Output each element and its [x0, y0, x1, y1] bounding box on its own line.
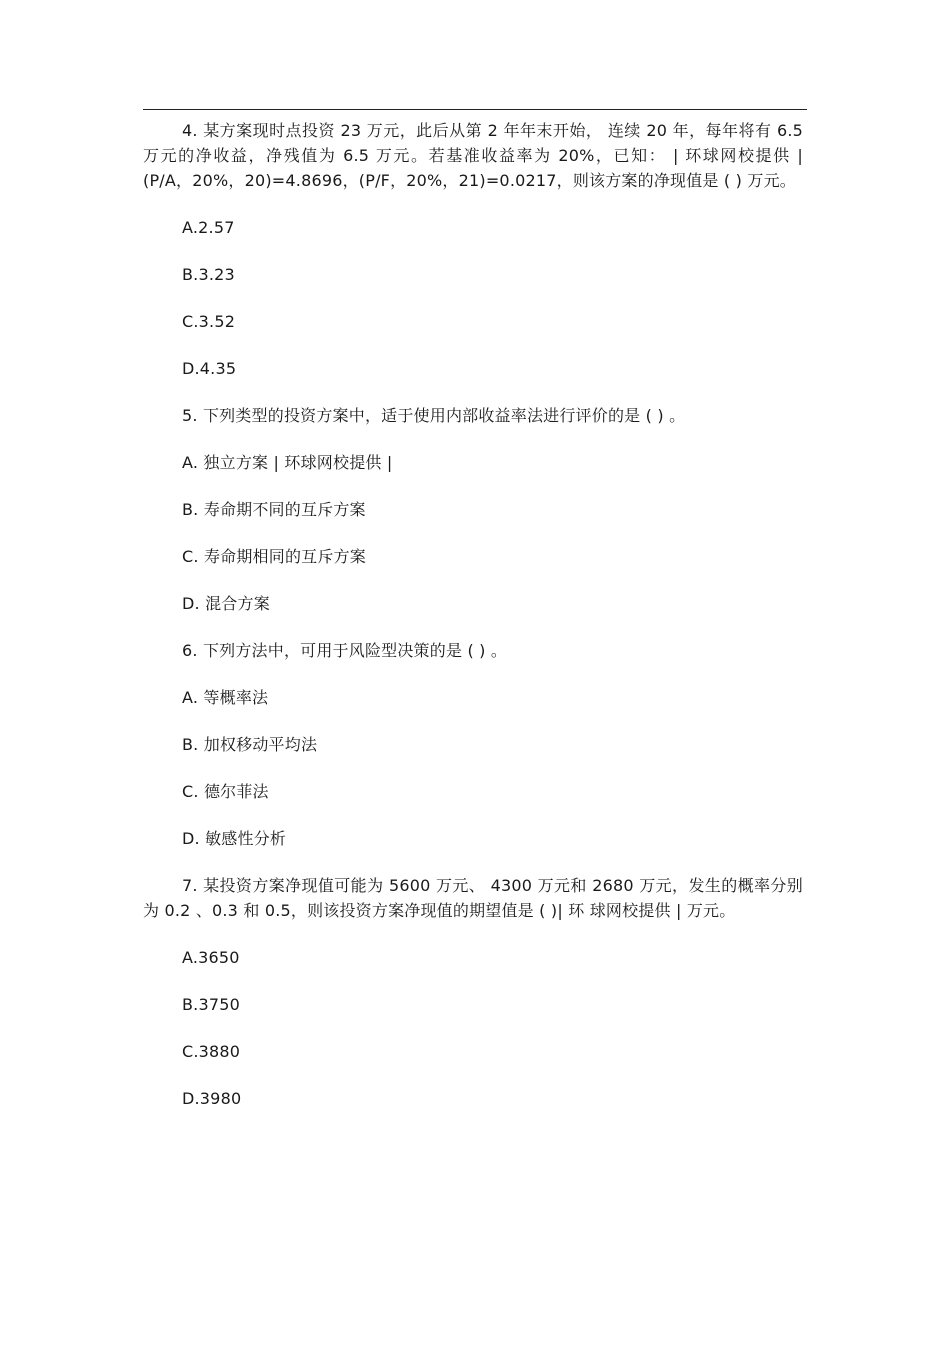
question-7-option-a: A.3650 [182, 948, 240, 967]
question-list [143, 118, 803, 1111]
question-4-option-c: C.3.52 [182, 312, 236, 331]
question-4-option-a: A.2.57 [182, 218, 235, 237]
question-5-option-d: D. 混合方案 [182, 594, 270, 613]
question-5-option-a: A. 独立方案 | 环球网校提供 | [182, 453, 393, 472]
question-6-option-a: A. 等概率法 [182, 688, 269, 707]
question-7-option-b: B.3750 [182, 995, 240, 1014]
header-rule [143, 109, 807, 110]
question-4-option-d: D.4.35 [182, 359, 237, 378]
question-7-stem: 7. 某投资方案净现值可能为 5600 万元、 4300 万元和 2680 万元，发生的概率分别为 0.2 、0.3 和 0.5，则该投资方案净现值的期望值是 ( )| 环 球网校提供 | 万元。 [143, 876, 803, 920]
question-4-stem: 4. 某方案现时点投资 23 万元，此后从第 2 年年末开始， 连续 20 年，每年将有 6.5 万元的净收益，净残值为 6.5 万元。若基准收益率为 20%，已知： | 环球网校提供 | (P/A，20%，20)=4.8696，(P/F，20%，21)=0.0217，则该方案的净现值是 ( ) 万元。 [143, 121, 803, 190]
question-5-option-c: C. 寿命期相同的互斥方案 [182, 547, 366, 566]
question-6-stem: 6. 下列方法中，可用于风险型决策的是 ( ) 。 [182, 641, 508, 660]
question-6-option-c: C. 德尔菲法 [182, 782, 269, 801]
question-6-option-b: B. 加权移动平均法 [182, 735, 318, 754]
question-4-option-b: B.3.23 [182, 265, 235, 284]
question-5-option-b: B. 寿命期不同的互斥方案 [182, 500, 366, 519]
question-7-option-d: D.3980 [182, 1089, 242, 1108]
question-6-option-d: D. 敏感性分析 [182, 829, 287, 848]
question-7-option-c: C.3880 [182, 1042, 241, 1061]
question-5-stem: 5. 下列类型的投资方案中，适于使用内部收益率法进行评价的是 ( ) 。 [182, 406, 686, 425]
